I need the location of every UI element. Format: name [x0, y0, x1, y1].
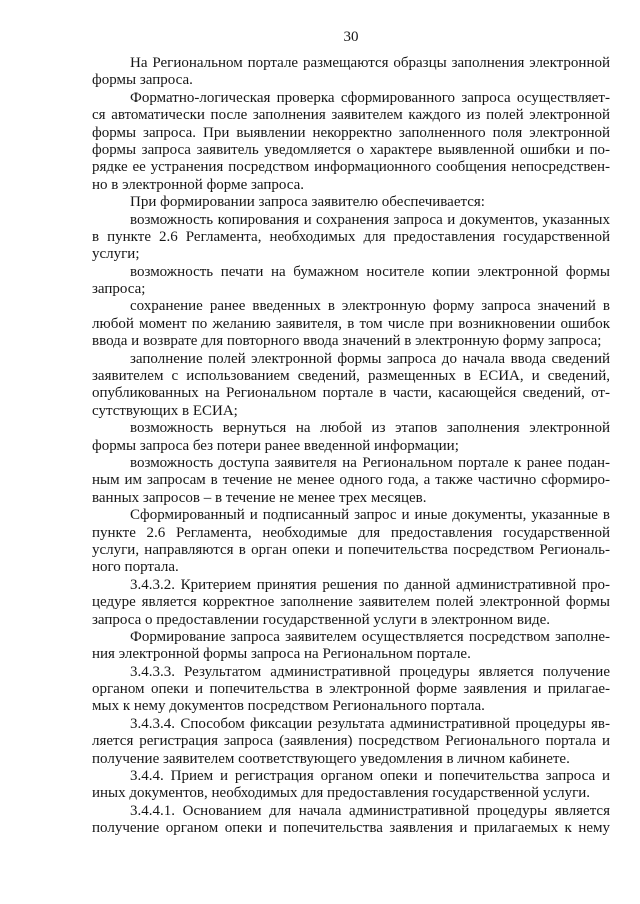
- document-body: [92, 55, 610, 838]
- text-line: 3.4.3.2. Критерием принятия решения по данной административной про-: [130, 576, 610, 593]
- text-line: сохранение ранее введенных в электронную форму запроса значений в: [130, 298, 610, 315]
- text-line: возможность вернуться на любой из этапов заполнения электронной: [130, 420, 610, 437]
- text-line: формы запроса без потери ранее введенной информации;: [92, 437, 459, 454]
- text-line: сутствующих в ЕСИА;: [92, 402, 238, 419]
- text-line: в пункте 2.6 Регламента, необходимых для предоставления государственной: [92, 228, 610, 245]
- paragraph: [92, 716, 610, 768]
- text-line: опубликованных на Региональном портале в части, касающейся сведений, от-: [92, 385, 610, 402]
- paragraph: [92, 664, 610, 716]
- page-number: 30: [343, 29, 359, 45]
- text-line: мых к нему документов посредством Регионального портала.: [92, 698, 485, 715]
- text-line: возможность доступа заявителя на Региональном портале к ранее подан-: [130, 454, 610, 471]
- text-line: При формировании запроса заявителю обеспечивается:: [130, 194, 485, 211]
- text-line: запроса о предоставлении государственной услуги в электронном виде.: [92, 611, 551, 628]
- paragraph: [92, 194, 610, 211]
- text-line: ванных запросов – в течение не менее трех месяцев.: [92, 489, 427, 506]
- text-line: формы запроса. При выявлении некорректно заполненного поля электронной: [92, 124, 610, 141]
- text-line: получение органом опеки и попечительства заявления и прилагаемых к нему: [92, 820, 610, 837]
- text-line: ся автоматически после заполнения заявителем каждого из полей электронной: [92, 107, 610, 124]
- text-line: услуги;: [92, 246, 140, 263]
- text-line: органом опеки и попечительства в электронной форме заявления и прилагае-: [92, 681, 610, 698]
- text-line: Сформированный и подписанный запрос и иные документы, указанные в: [130, 507, 610, 524]
- paragraph: [92, 507, 610, 577]
- text-line: формы запроса заявитель уведомляется о характере выявленной ошибки и по-: [92, 141, 610, 158]
- text-line: ввода и возврате для повторного ввода значений в электронную форму запроса;: [92, 333, 602, 350]
- list-item: [92, 212, 610, 264]
- text-line: 3.4.4. Прием и регистрация органом опеки и попечительства запроса и: [130, 768, 610, 785]
- text-line: формы запроса.: [92, 72, 193, 89]
- text-line: ляется регистрация запроса (заявления) посредством Регионального портала и: [92, 733, 610, 750]
- text-line: ным им запросам в течение не менее одного года, а также частично сформиро-: [92, 472, 610, 489]
- paragraph: [92, 55, 610, 90]
- text-line: услуги, направляются в орган опеки и попечительства посредством Региональ-: [92, 541, 610, 558]
- text-line: цедуре является корректное заполнение заявителем полей электронной формы: [92, 594, 610, 611]
- text-line: 3.4.3.3. Результатом административной процедуры является получение: [130, 663, 610, 680]
- paragraph: [92, 803, 610, 838]
- list-item: [92, 264, 610, 299]
- text-line: 3.4.3.4. Способом фиксации результата административной процедуры яв-: [130, 715, 610, 732]
- text-line: Форматно-логическая проверка сформированного запроса осуществляет-: [130, 89, 610, 106]
- list-item: [92, 298, 610, 350]
- paragraph: [92, 577, 610, 629]
- text-line: 3.4.4.1. Основанием для начала административной процедуры является: [130, 802, 610, 819]
- text-line: иных документов, необходимых для предоставления государственной услуги.: [92, 785, 591, 802]
- paragraph: [92, 629, 610, 664]
- list-item: [92, 420, 610, 455]
- text-line: ного портала.: [92, 559, 179, 576]
- text-line: получение заявителем соответствующего уведомления в личном кабинете.: [92, 750, 570, 767]
- paragraph: [92, 90, 610, 194]
- text-line: возможность печати на бумажном носителе копии электронной формы: [130, 263, 610, 280]
- text-line: заявителем с использованием сведений, размещенных в ЕСИА, и сведений,: [92, 368, 610, 385]
- text-line: но в электронной форме запроса.: [92, 176, 305, 193]
- paragraph: [92, 768, 610, 803]
- list-item: [92, 455, 610, 507]
- text-line: возможность копирования и сохранения запроса и документов, указанных: [130, 211, 610, 228]
- text-line: ния электронной формы запроса на Региональном портале.: [92, 646, 471, 663]
- text-line: запроса;: [92, 281, 146, 298]
- text-line: На Региональном портале размещаются образцы заполнения электронной: [130, 55, 610, 71]
- text-line: любой момент по желанию заявителя, в том числе при возникновении ошибок: [92, 315, 610, 332]
- text-line: Формирование запроса заявителем осуществляется посредством заполне-: [130, 628, 610, 645]
- text-line: пункте 2.6 Регламента, необходимые для предоставления государственной: [92, 524, 610, 541]
- text-line: рядке ее устранения посредством информационного сообщения непосредствен-: [92, 159, 610, 176]
- text-line: заполнение полей электронной формы запроса до начала ввода сведений: [130, 350, 610, 367]
- list-item: [92, 351, 610, 421]
